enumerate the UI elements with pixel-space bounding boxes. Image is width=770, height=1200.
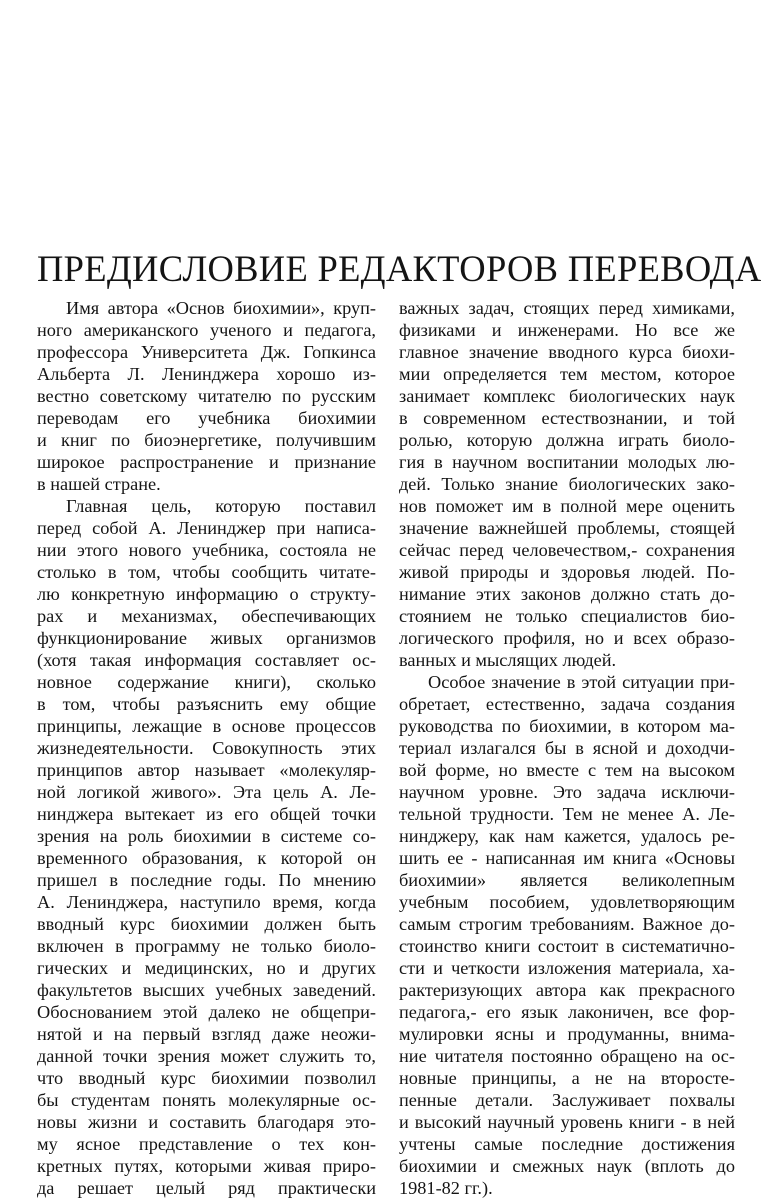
text-line: гических и медицинских, но и других bbox=[37, 958, 376, 978]
text-column-left bbox=[37, 297, 376, 1199]
text-line: Главная цель, которую поставил bbox=[66, 496, 376, 516]
text-line: биохимии и смежных наук (вплоть до bbox=[399, 1156, 735, 1176]
text-line: ние читателя постоянно обращено на ос- bbox=[399, 1046, 735, 1066]
text-line: значение важнейшей проблемы, стоящей bbox=[399, 518, 735, 538]
text-line: ролью, которую должна играть биоло- bbox=[399, 430, 735, 450]
text-line: лю конкретную информацию о структу- bbox=[37, 584, 376, 604]
text-line: териал излагался бы в ясной и доходчи- bbox=[399, 738, 735, 758]
text-line: профессора Университета Дж. Гопкинса bbox=[37, 342, 376, 362]
text-line: стоянием не только специалистов био- bbox=[399, 606, 735, 626]
page-title: ПРЕДИСЛОВИЕ РЕДАКТОРОВ ПЕРЕВОДА bbox=[37, 248, 762, 289]
text-line: да решает целый ряд практически bbox=[37, 1178, 376, 1198]
text-line: мии определяется тем местом, которое bbox=[399, 364, 735, 384]
text-line: занимает комплекс биологических наук bbox=[399, 386, 735, 406]
text-line: вводный курс биохимии должен быть bbox=[37, 914, 376, 934]
text-line: перед собой А. Ленинджер при написа- bbox=[37, 518, 376, 538]
text-line: стоинство книги состоит в систематично- bbox=[399, 936, 735, 956]
text-line: в современном естествознании, и той bbox=[399, 408, 735, 428]
text-line: в нашей стране. bbox=[37, 474, 161, 494]
text-line: Обоснованием этой далеко не общепри- bbox=[37, 1002, 376, 1022]
text-line: Альберта Л. Ленинджера хорошо из- bbox=[37, 364, 376, 384]
text-line: мулировки ясны и продуманны, внима- bbox=[399, 1024, 735, 1044]
text-line: пенные детали. Заслуживает похвалы bbox=[399, 1090, 735, 1110]
text-line: переводам его учебника биохимии bbox=[37, 408, 376, 428]
text-line: ной логикой живого». Эта цель А. Ле- bbox=[37, 782, 376, 802]
text-line: вой форме, но вместе с тем на высоком bbox=[399, 760, 735, 780]
text-line: научном уровне. Это задача исключи- bbox=[399, 782, 735, 802]
text-line: дей. Только знание биологических зако- bbox=[399, 474, 735, 494]
text-line: нинджера вытекает из его общей точки bbox=[37, 804, 376, 824]
text-line: зрения на роль биохимии в системе со- bbox=[37, 826, 376, 846]
text-line: данной точки зрения может служить то, bbox=[37, 1046, 376, 1066]
text-line: нии этого нового учебника, состояла не bbox=[37, 540, 376, 560]
text-line: главное значение вводного курса биохи- bbox=[399, 342, 735, 362]
text-line: самым строгим требованиям. Важное до- bbox=[399, 914, 735, 934]
text-line: учтены самые последние достижения bbox=[399, 1134, 735, 1154]
text-column-right bbox=[399, 297, 735, 1199]
text-line: учебным пособием, удовлетворяющим bbox=[399, 892, 735, 912]
text-line: нятой и на первый взгляд даже неожи- bbox=[37, 1024, 376, 1044]
text-line: гия в научном воспитании молодых лю- bbox=[399, 452, 735, 472]
text-line: новы жизни и составить благодаря это- bbox=[37, 1112, 376, 1132]
text-line: Имя автора «Основ биохимии», круп- bbox=[66, 298, 376, 318]
text-line: и книг по биоэнергетике, получившим bbox=[37, 430, 376, 450]
text-line: живой природы и здоровья людей. По- bbox=[399, 562, 735, 582]
text-line: кретных путях, которыми живая приро- bbox=[37, 1156, 376, 1176]
text-line: принципы, лежащие в основе процессов bbox=[37, 716, 376, 736]
text-line: нимание этих законов должно стать до- bbox=[399, 584, 735, 604]
text-line: нинджеру, как нам кажется, удалось ре- bbox=[399, 826, 735, 846]
text-line: педагога,- его язык лаконичен, все фор- bbox=[399, 1002, 735, 1022]
text-line: логического профиля, но и всех образо- bbox=[399, 628, 735, 648]
text-line: в том, чтобы разъяснить ему общие bbox=[37, 694, 376, 714]
text-line: рактеризующих автора как прекрасного bbox=[399, 980, 735, 1000]
text-line: обретает, естественно, задача создания bbox=[399, 694, 735, 714]
text-line: временного образования, к которой он bbox=[37, 848, 376, 868]
text-line: принципов автор называет «молекуляр- bbox=[37, 760, 376, 780]
text-line: вестно советскому читателю по русским bbox=[37, 386, 376, 406]
text-line: новные принципы, а не на второсте- bbox=[399, 1068, 735, 1088]
text-line: тельной трудности. Тем не менее А. Ле- bbox=[399, 804, 735, 824]
text-line: физиками и инженерами. Но все же bbox=[399, 320, 735, 340]
text-line: нов поможет им в полной мере оценить bbox=[399, 496, 735, 516]
text-line: пришел в последние годы. По мнению bbox=[37, 870, 376, 890]
text-line: Особое значение в этой ситуации при- bbox=[428, 672, 735, 692]
text-line: руководства по биохимии, в котором ма- bbox=[399, 716, 735, 736]
text-line: новное содержание книги), сколько bbox=[37, 672, 376, 692]
text-line: что вводный курс биохимии позволил bbox=[37, 1068, 376, 1088]
text-line: столько в том, чтобы сообщить читате- bbox=[37, 562, 376, 582]
text-line: включен в программу не только биоло- bbox=[37, 936, 376, 956]
text-line: (хотя такая информация составляет ос- bbox=[37, 650, 376, 670]
text-line: му ясное представление о тех кон- bbox=[37, 1134, 376, 1154]
text-line: биохимии» является великолепным bbox=[399, 870, 735, 890]
text-line: шить ее - написанная им книга «Основы bbox=[399, 848, 735, 868]
text-line: сти и четкости изложения материала, ха- bbox=[399, 958, 735, 978]
text-line: рах и механизмах, обеспечивающих bbox=[37, 606, 376, 626]
text-line: бы студентам понять молекулярные ос- bbox=[37, 1090, 376, 1110]
text-line: функционирование живых организмов bbox=[37, 628, 376, 648]
text-line: факультетов высших учебных заведений. bbox=[37, 980, 376, 1000]
text-line: важных задач, стоящих перед химиками, bbox=[399, 298, 735, 318]
text-line: А. Ленинджера, наступило время, когда bbox=[37, 892, 376, 912]
text-line: и высокий научный уровень книги - в ней bbox=[399, 1112, 735, 1132]
text-line: широкое распространение и признание bbox=[37, 452, 376, 472]
text-line: ного американского ученого и педагога, bbox=[37, 320, 376, 340]
text-line: жизнедеятельности. Совокупность этих bbox=[37, 738, 376, 758]
text-line: сейчас перед человечеством,- сохранения bbox=[399, 540, 735, 560]
text-line: 1981-82 гг.). bbox=[399, 1178, 493, 1198]
text-line: ванных и мыслящих людей. bbox=[399, 650, 617, 670]
